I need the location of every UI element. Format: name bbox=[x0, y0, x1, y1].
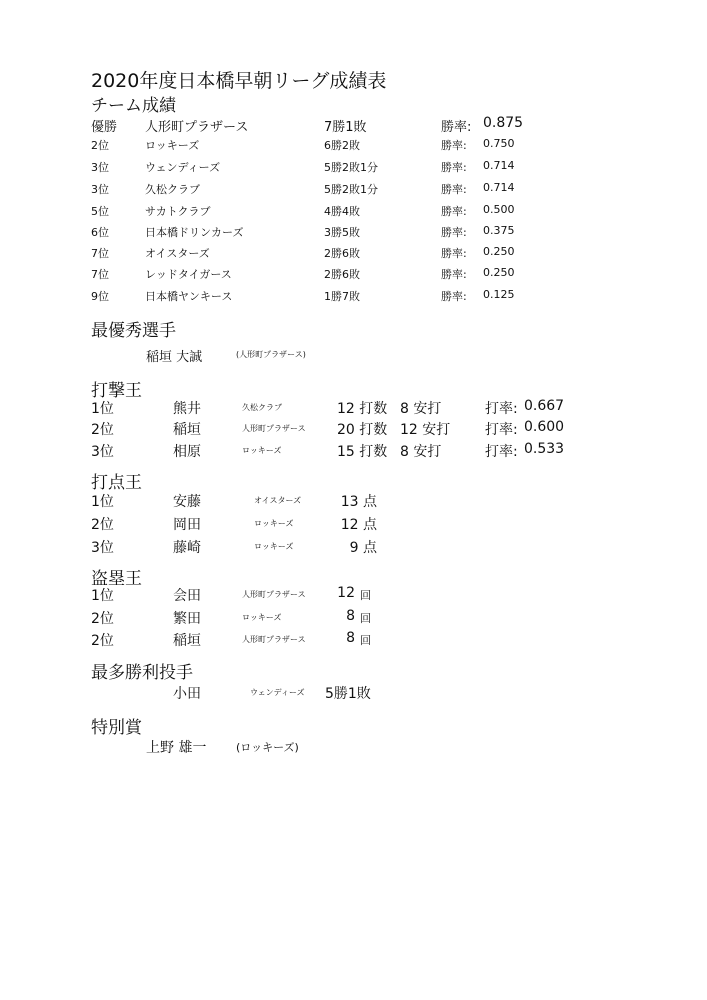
win-rate-value: 0.714 bbox=[483, 181, 515, 194]
player-name: 稲垣 bbox=[173, 422, 201, 438]
batting-average-label: 打率: bbox=[485, 422, 518, 438]
batting-rank: 1位 bbox=[91, 401, 114, 417]
team-name: 久松クラブ bbox=[145, 183, 200, 196]
team-standings-heading: チーム成績 bbox=[91, 96, 176, 116]
player-team: ロッキーズ bbox=[254, 542, 294, 551]
steals-unit: 回 bbox=[360, 612, 371, 625]
hits: 8 安打 bbox=[400, 444, 442, 460]
special-award-team: (ロッキーズ) bbox=[236, 741, 299, 754]
pitcher-name: 小田 bbox=[173, 686, 201, 702]
rbi-heading: 打点王 bbox=[91, 473, 142, 493]
win-rate-label: 勝率: bbox=[441, 226, 467, 239]
win-rate-label: 勝率: bbox=[441, 161, 467, 174]
team-record: 4勝4敗 bbox=[324, 205, 360, 218]
win-rate-value: 0.125 bbox=[483, 288, 515, 301]
win-rate-value: 0.250 bbox=[483, 266, 515, 279]
team-record: 2勝6敗 bbox=[324, 247, 360, 260]
steals-value: 8 bbox=[346, 608, 355, 624]
team-rank: 3位 bbox=[91, 183, 109, 196]
team-name: オイスターズ bbox=[145, 247, 210, 260]
player-team: ロッキーズ bbox=[254, 519, 294, 528]
win-rate-value: 0.750 bbox=[483, 137, 515, 150]
team-record: 6勝2敗 bbox=[324, 139, 360, 152]
win-rate-value: 0.875 bbox=[483, 115, 524, 131]
team-name: サカトクラブ bbox=[145, 205, 211, 218]
team-record: 5勝2敗1分 bbox=[324, 161, 378, 174]
team-name: レッドタイガース bbox=[145, 268, 232, 281]
steals-value: 12 bbox=[337, 585, 355, 601]
hits: 8 安打 bbox=[400, 401, 442, 417]
hits: 12 安打 bbox=[400, 422, 451, 438]
steals-value: 8 bbox=[346, 630, 355, 646]
mvp-name: 稲垣 大誠 bbox=[146, 350, 203, 365]
special-award-heading: 特別賞 bbox=[91, 718, 142, 738]
steals-heading: 盗塁王 bbox=[91, 569, 142, 589]
team-name: ウェンディーズ bbox=[145, 161, 221, 174]
at-bats: 20 打数 bbox=[337, 422, 388, 438]
team-record: 2勝6敗 bbox=[324, 268, 360, 281]
win-rate-value: 0.500 bbox=[483, 203, 515, 216]
win-rate-label: 勝率: bbox=[441, 183, 467, 196]
batting-average-value: 0.600 bbox=[524, 419, 565, 435]
pitcher-heading: 最多勝利投手 bbox=[91, 663, 193, 683]
team-name: ロッキーズ bbox=[145, 139, 200, 152]
batting-rank: 3位 bbox=[91, 444, 114, 460]
batting-heading: 打撃王 bbox=[91, 381, 142, 401]
player-name: 安藤 bbox=[173, 494, 201, 510]
win-rate-value: 0.375 bbox=[483, 224, 515, 237]
player-name: 繁田 bbox=[173, 611, 201, 627]
win-rate-label: 勝率: bbox=[441, 290, 467, 303]
team-record: 3勝5敗 bbox=[324, 226, 360, 239]
batting-average-value: 0.667 bbox=[524, 398, 565, 414]
player-name: 熊井 bbox=[173, 401, 201, 417]
special-award-name: 上野 雄一 bbox=[146, 740, 207, 756]
rbi-value: 13 点 bbox=[340, 494, 377, 510]
player-team: 人形町プラザース bbox=[242, 590, 306, 599]
team-rank: 5位 bbox=[91, 205, 109, 218]
team-rank: 6位 bbox=[91, 226, 109, 239]
player-team: ロッキーズ bbox=[242, 446, 282, 455]
team-rank: 2位 bbox=[91, 139, 109, 152]
win-rate-value: 0.250 bbox=[483, 245, 515, 258]
team-rank: 3位 bbox=[91, 161, 109, 174]
team-rank: 優勝 bbox=[91, 120, 118, 135]
at-bats: 12 打数 bbox=[337, 401, 388, 417]
rbi-value: 12 点 bbox=[340, 517, 377, 533]
player-name: 会田 bbox=[173, 588, 201, 604]
player-team: 久松クラブ bbox=[242, 403, 282, 412]
player-team: 人形町プラザース bbox=[242, 424, 306, 433]
pitcher-record: 5勝1敗 bbox=[325, 686, 371, 702]
player-name: 岡田 bbox=[173, 517, 201, 533]
steals-unit: 回 bbox=[360, 634, 371, 647]
steals-rank: 1位 bbox=[91, 588, 114, 604]
steals-rank: 2位 bbox=[91, 611, 114, 627]
page-title: 2020年度日本橋早朝リーグ成績表 bbox=[91, 70, 387, 92]
player-team: 人形町プラザース bbox=[242, 635, 306, 644]
team-record: 1勝7敗 bbox=[324, 290, 360, 303]
batting-average-value: 0.533 bbox=[524, 441, 565, 457]
team-name: 人形町プラザース bbox=[145, 120, 249, 135]
batting-average-label: 打率: bbox=[485, 444, 518, 460]
rbi-rank: 3位 bbox=[91, 540, 114, 556]
pitcher-team: ウェンディーズ bbox=[250, 688, 305, 697]
team-record: 7勝1敗 bbox=[324, 120, 367, 135]
player-name: 相原 bbox=[173, 444, 201, 460]
team-name: 日本橋ドリンカーズ bbox=[145, 226, 244, 239]
team-rank: 9位 bbox=[91, 290, 109, 303]
rbi-rank: 2位 bbox=[91, 517, 114, 533]
rbi-value: 9 点 bbox=[349, 540, 377, 556]
team-rank: 7位 bbox=[91, 247, 109, 260]
win-rate-value: 0.714 bbox=[483, 159, 515, 172]
win-rate-label: 勝率: bbox=[441, 205, 467, 218]
player-team: ロッキーズ bbox=[242, 613, 282, 622]
rbi-rank: 1位 bbox=[91, 494, 114, 510]
at-bats: 15 打数 bbox=[337, 444, 388, 460]
win-rate-label: 勝率: bbox=[441, 139, 467, 152]
team-name: 日本橋ヤンキース bbox=[145, 290, 233, 303]
mvp-heading: 最優秀選手 bbox=[91, 321, 176, 341]
player-name: 藤崎 bbox=[173, 540, 201, 556]
win-rate-label: 勝率: bbox=[441, 268, 467, 281]
player-name: 稲垣 bbox=[173, 633, 201, 649]
team-record: 5勝2敗1分 bbox=[324, 183, 378, 196]
win-rate-label: 勝率: bbox=[441, 120, 472, 135]
mvp-team: (人形町プラザース) bbox=[236, 350, 306, 359]
team-rank: 7位 bbox=[91, 268, 109, 281]
steals-rank: 2位 bbox=[91, 633, 114, 649]
steals-unit: 回 bbox=[360, 589, 371, 602]
batting-average-label: 打率: bbox=[485, 401, 518, 417]
batting-rank: 2位 bbox=[91, 422, 114, 438]
player-team: オイスターズ bbox=[254, 496, 302, 505]
win-rate-label: 勝率: bbox=[441, 247, 467, 260]
